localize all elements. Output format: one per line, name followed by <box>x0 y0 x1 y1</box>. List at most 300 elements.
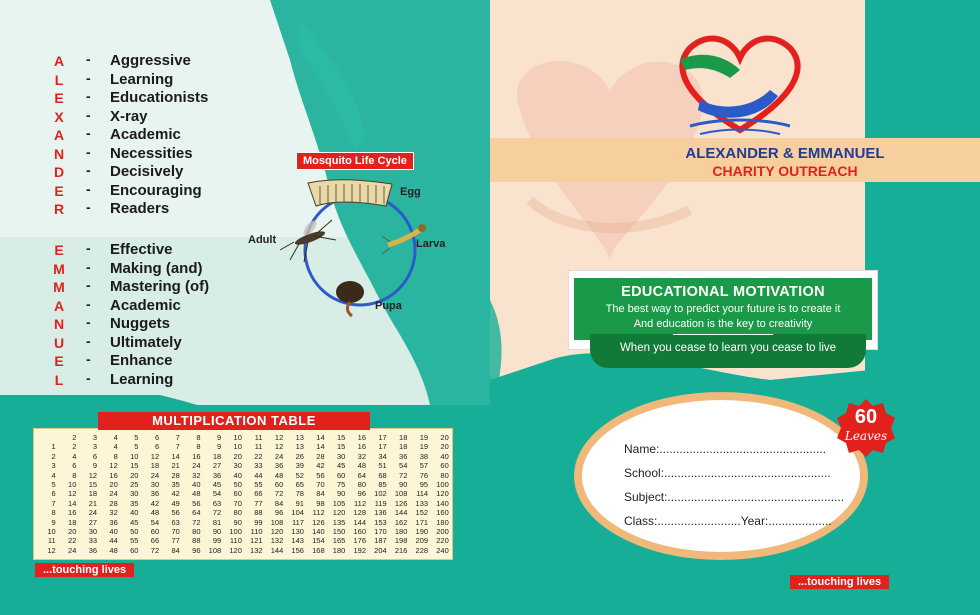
table-cell: 42 <box>316 461 325 471</box>
table-cell: 96 <box>357 489 366 499</box>
table-cell: 48 <box>150 508 160 518</box>
table-cell: 126 <box>394 498 408 508</box>
table-cell: 36 <box>88 545 98 555</box>
table-cell: 49 <box>171 498 180 508</box>
table-cell: 15 <box>130 461 139 471</box>
motivation-heading: EDUCATIONAL MOTIVATION <box>621 284 825 300</box>
table-cell: 33 <box>254 461 263 471</box>
table-header-cell: 11 <box>254 433 263 442</box>
table-cell: 20 <box>109 480 118 490</box>
table-cell: 20 <box>440 442 449 452</box>
acrostic-row <box>0 52 260 70</box>
table-cell: 16 <box>357 442 366 452</box>
table-cell: 30 <box>233 461 242 471</box>
table-cell: 14 <box>316 442 325 452</box>
acrostic-dash: - <box>86 295 91 312</box>
table-cell: 20 <box>130 470 139 480</box>
multiplication-grid <box>33 428 453 560</box>
table-cell: 112 <box>354 498 366 508</box>
table-cell: 50 <box>233 480 242 490</box>
table-cell: 77 <box>171 536 180 546</box>
table-cell: 38 <box>419 451 429 461</box>
table-cell: 55 <box>254 480 263 490</box>
acrostic-word: Ultimately <box>110 333 182 351</box>
table-cell: 45 <box>212 480 222 490</box>
leaves-badge <box>836 398 896 458</box>
table-cell: 10 <box>130 451 139 461</box>
acrostic-row <box>0 260 260 278</box>
table-cell: 24 <box>192 461 201 471</box>
acrostic-word: Nuggets <box>110 315 170 332</box>
table-cell: 18 <box>88 489 98 499</box>
table-cell: 45 <box>336 461 346 471</box>
table-cell: 52 <box>295 470 304 480</box>
table-row <box>37 461 451 470</box>
table-cell: 132 <box>270 536 284 546</box>
table-cell: 153 <box>374 517 387 527</box>
table-cell: 120 <box>270 527 284 537</box>
table-cell: 19 <box>419 442 429 452</box>
table-cell: 12 <box>88 470 98 480</box>
table-cell: 77 <box>254 498 263 508</box>
table-cell: 209 <box>415 536 429 546</box>
life-cycle-title: Mosquito Life Cycle <box>296 152 414 170</box>
acrostic-letter: E <box>54 242 64 258</box>
table-cell: 70 <box>316 480 325 490</box>
acrostic-dash: - <box>86 369 91 386</box>
class-year-field[interactable]: Class:.........................Year:................... <box>624 514 832 528</box>
table-cell: 57 <box>419 461 429 471</box>
acrostic-row <box>0 241 260 259</box>
table-cell: 6 <box>92 451 98 461</box>
table-cell: 18 <box>150 461 160 471</box>
table-header-cell: 2 <box>72 433 77 442</box>
table-cell: 50 <box>130 527 139 537</box>
acrostic-letter: M <box>53 279 65 295</box>
table-header-cell: 9 <box>217 433 222 442</box>
table-cell: 16 <box>68 508 77 518</box>
table-cell: 10 <box>68 480 77 490</box>
acrostic-word: Mastering (of) <box>110 278 210 295</box>
table-cell: 16 <box>109 470 118 480</box>
acrostic-letter: E <box>54 353 64 369</box>
table-cell: 228 <box>415 545 429 555</box>
table-row-multiplier: 1 <box>51 442 56 452</box>
table-row-multiplier: 10 <box>47 527 56 537</box>
table-row <box>37 442 451 451</box>
front-cover <box>490 0 980 615</box>
table-cell: 132 <box>250 545 263 555</box>
table-cell: 28 <box>171 470 180 480</box>
table-cell: 72 <box>399 470 408 480</box>
acrostic-letter: E <box>54 90 64 106</box>
table-cell: 33 <box>88 536 98 546</box>
table-header-cell: 4 <box>113 433 118 442</box>
table-cell: 91 <box>295 498 304 508</box>
table-cell: 160 <box>436 508 449 518</box>
table-cell: 30 <box>150 480 160 490</box>
table-row <box>37 452 451 461</box>
table-cell: 40 <box>192 480 201 490</box>
table-row <box>37 546 451 555</box>
table-cell: 12 <box>150 451 160 461</box>
logo-green-hand-icon <box>680 55 740 78</box>
table-cell: 66 <box>254 489 263 499</box>
table-cell: 72 <box>212 508 222 518</box>
acrostic-dash: - <box>86 240 91 256</box>
table-cell: 70 <box>233 498 242 508</box>
table-row-multiplier: 9 <box>51 517 56 527</box>
acrostic-dash: - <box>86 143 91 160</box>
table-row-multiplier: 8 <box>51 508 56 518</box>
table-header-cell: 7 <box>175 433 180 442</box>
acrostic-word: Readers <box>110 200 170 217</box>
life-cycle-larva-label: Larva <box>416 238 446 250</box>
table-cell: 17 <box>378 442 387 452</box>
table-header-cell: 6 <box>154 433 160 442</box>
table-header-cell: 3 <box>92 433 98 442</box>
table-cell: 88 <box>192 536 201 546</box>
table-cell: 24 <box>68 545 77 555</box>
table-cell: 8 <box>72 470 77 480</box>
table-cell: 144 <box>353 517 366 527</box>
table-header-cell: 12 <box>274 433 284 442</box>
table-cell: 108 <box>270 517 284 527</box>
table-cell: 121 <box>250 536 263 546</box>
table-header-cell: 5 <box>134 433 139 442</box>
acrostic-row <box>0 89 260 107</box>
table-cell: 165 <box>332 536 346 546</box>
table-cell: 45 <box>130 517 139 527</box>
table-cell: 72 <box>192 517 201 527</box>
table-cell: 48 <box>357 461 366 471</box>
table-cell: 84 <box>171 545 180 555</box>
table-header-cell: 8 <box>196 433 201 442</box>
table-cell: 3 <box>92 442 98 452</box>
acrostic-word: Decisively <box>110 163 184 180</box>
table-cell: 98 <box>316 498 325 508</box>
mosquito-life-cycle-diagram <box>240 150 460 320</box>
educational-motivation-card <box>568 270 878 375</box>
acrostic-word: Necessities <box>110 144 193 162</box>
acrostic-dash: - <box>86 162 91 178</box>
acrostic-dash: - <box>86 258 91 275</box>
charity-logo <box>670 30 810 140</box>
acrostic-word: Enhance <box>110 352 173 369</box>
table-cell: 100 <box>229 527 242 537</box>
table-row <box>37 536 451 545</box>
table-cell: 68 <box>378 470 387 480</box>
organization-band <box>490 138 980 182</box>
table-cell: 120 <box>229 545 242 555</box>
table-cell: 84 <box>316 489 325 499</box>
table-cell: 60 <box>274 480 284 490</box>
acrostic-word: Encouraging <box>110 181 202 199</box>
acrostic-row <box>0 71 260 89</box>
table-cell: 60 <box>336 470 346 480</box>
table-cell: 15 <box>88 480 98 490</box>
table-cell: 154 <box>312 536 325 546</box>
acrostic-letter: R <box>53 201 65 217</box>
leaves-label: Leaves <box>844 429 888 443</box>
table-header-cell: 18 <box>399 433 408 442</box>
table-cell: 40 <box>440 451 449 461</box>
table-row <box>37 518 451 527</box>
table-cell: 81 <box>212 517 222 527</box>
pupa-icon <box>336 281 364 316</box>
table-cell: 40 <box>130 508 139 518</box>
table-cell: 20 <box>68 527 77 537</box>
acrostic-letter: N <box>53 145 65 162</box>
table-cell: 4 <box>113 442 118 452</box>
table-cell: 30 <box>130 489 139 499</box>
table-cell: 143 <box>291 536 304 546</box>
table-cell: 144 <box>394 508 408 518</box>
acrostic-dash: - <box>86 88 91 104</box>
table-cell: 21 <box>171 461 180 471</box>
table-cell: 10 <box>233 442 242 452</box>
table-cell: 48 <box>274 470 284 480</box>
acrostic-letter: D <box>53 164 65 180</box>
table-cell: 120 <box>436 489 449 499</box>
table-row-multiplier: 3 <box>51 461 56 471</box>
table-cell: 60 <box>130 545 139 555</box>
table-cell: 180 <box>332 545 346 555</box>
acrostic-letter: A <box>53 297 65 314</box>
table-cell: 216 <box>394 545 408 555</box>
table-cell: 11 <box>254 442 263 452</box>
table-cell: 4 <box>72 451 77 461</box>
table-cell: 75 <box>336 480 346 490</box>
egg-raft-icon <box>308 180 392 206</box>
table-cell: 104 <box>291 508 304 518</box>
adult-mosquito-icon <box>280 219 336 262</box>
table-header-cell: 16 <box>357 433 366 442</box>
acrostic-word: Making (and) <box>110 259 203 277</box>
table-cell: 133 <box>415 498 429 508</box>
table-cell: 9 <box>217 442 222 452</box>
table-cell: 108 <box>394 489 408 499</box>
table-cell: 24 <box>109 489 118 499</box>
acrostic-dash: - <box>86 125 91 141</box>
table-header-cell: 15 <box>336 433 346 442</box>
table-row <box>37 499 451 508</box>
table-cell: 18 <box>68 517 77 527</box>
table-cell: 90 <box>399 480 408 490</box>
table-cell: 108 <box>208 545 222 555</box>
table-cell: 22 <box>68 536 77 546</box>
table-row-multiplier: 4 <box>51 470 56 480</box>
acrostic-word: Academic <box>110 296 181 314</box>
table-cell: 35 <box>171 480 180 490</box>
table-cell: 85 <box>378 480 387 490</box>
table-cell: 18 <box>212 451 222 461</box>
acrostic-dash: - <box>86 51 91 67</box>
table-cell: 24 <box>150 470 160 480</box>
table-cell: 76 <box>419 470 429 480</box>
acrostic-letter: L <box>54 71 64 88</box>
acrostic-letter: L <box>54 371 64 388</box>
acrostic-letter: M <box>53 260 65 277</box>
table-row-multiplier: 5 <box>51 480 56 490</box>
table-cell: 36 <box>399 451 408 461</box>
table-cell: 162 <box>394 517 408 527</box>
school-field[interactable]: School:.................................................. <box>624 466 831 480</box>
table-cell: 55 <box>130 536 139 546</box>
table-cell: 27 <box>212 461 222 471</box>
table-cell: 56 <box>171 508 180 518</box>
table-cell: 54 <box>150 517 160 527</box>
table-cell: 105 <box>332 498 346 508</box>
table-cell: 6 <box>72 461 77 471</box>
table-cell: 84 <box>274 498 284 508</box>
table-cell: 80 <box>357 480 366 490</box>
table-cell: 64 <box>192 508 201 518</box>
table-cell: 200 <box>436 527 449 537</box>
acrostic-letter: A <box>53 53 65 69</box>
table-cell: 128 <box>353 508 366 518</box>
table-cell: 60 <box>150 527 160 537</box>
subject-field[interactable]: Subject:..................................................... <box>624 490 845 504</box>
life-cycle-pupa-label: Pupa <box>375 300 402 312</box>
table-cell: 80 <box>440 470 449 480</box>
motivation-line-1: The best way to predict your future is to create it <box>605 303 841 315</box>
life-cycle-adult-label: Adult <box>248 234 277 246</box>
table-cell: 187 <box>374 536 387 546</box>
table-cell: 44 <box>109 536 118 546</box>
acrostic-row <box>0 126 260 144</box>
table-cell: 21 <box>88 498 98 508</box>
table-cell: 42 <box>171 489 180 499</box>
acrostic-row <box>0 200 260 218</box>
table-cell: 44 <box>254 470 263 480</box>
table-cell: 26 <box>295 451 304 461</box>
table-cell: 12 <box>109 461 118 471</box>
table-cell: 28 <box>316 451 325 461</box>
table-cell: 48 <box>109 545 118 555</box>
table-header-cell: 10 <box>233 433 242 442</box>
table-cell: 78 <box>295 489 304 499</box>
table-cell: 152 <box>415 508 429 518</box>
table-cell: 100 <box>436 480 449 490</box>
front-tagline: ...touching lives <box>790 575 889 589</box>
table-cell: 88 <box>254 508 263 518</box>
table-cell: 54 <box>212 489 222 499</box>
organization-name: ALEXANDER & EMMANUEL <box>685 145 885 162</box>
table-cell: 18 <box>399 442 408 452</box>
table-cell: 34 <box>378 451 387 461</box>
table-cell: 170 <box>374 527 387 537</box>
table-cell: 5 <box>134 442 139 452</box>
acrostic-dash: - <box>86 180 91 197</box>
acrostic-row <box>0 163 260 181</box>
table-header-cell: 17 <box>378 433 387 442</box>
acrostic-row <box>0 182 260 200</box>
table-cell: 16 <box>192 451 201 461</box>
acrostic-row <box>0 352 260 370</box>
table-cell: 102 <box>374 489 387 499</box>
life-cycle-egg-label: Egg <box>400 186 421 198</box>
table-cell: 40 <box>233 470 242 480</box>
table-cell: 30 <box>88 527 98 537</box>
table-cell: 72 <box>150 545 160 555</box>
table-cell: 24 <box>88 508 98 518</box>
table-cell: 70 <box>171 527 180 537</box>
multiplication-table <box>33 412 453 560</box>
table-cell: 66 <box>150 536 160 546</box>
table-cell: 12 <box>274 442 284 452</box>
acrostic-dash: - <box>86 332 91 349</box>
acrostic-row <box>0 315 260 333</box>
table-cell: 204 <box>374 545 387 555</box>
name-field[interactable]: Name:.................................................. <box>624 442 827 456</box>
table-row-multiplier: 12 <box>47 545 56 555</box>
table-cell: 90 <box>336 489 346 499</box>
table-row-multiplier: 7 <box>51 498 56 508</box>
table-cell: 25 <box>130 480 139 490</box>
acrostic-row <box>0 145 260 163</box>
table-cell: 240 <box>436 545 449 555</box>
table-cell: 20 <box>233 451 242 461</box>
acrostic-dash: - <box>86 199 91 215</box>
table-cell: 112 <box>312 508 325 518</box>
table-cell: 56 <box>192 498 201 508</box>
table-cell: 176 <box>353 536 366 546</box>
table-cell: 6 <box>154 442 160 452</box>
table-cell: 28 <box>109 498 118 508</box>
acrostic-word: X-ray <box>110 107 148 125</box>
acrostic-row <box>0 278 260 296</box>
table-cell: 22 <box>254 451 263 461</box>
table-cell: 136 <box>374 508 387 518</box>
leaves-count: 60 <box>854 406 878 428</box>
table-cell: 90 <box>212 527 222 537</box>
table-cell: 180 <box>436 517 449 527</box>
back-tagline: ...touching lives <box>35 563 134 577</box>
table-cell: 7 <box>175 442 180 452</box>
table-cell: 35 <box>130 498 139 508</box>
table-header-cell: 20 <box>440 433 449 442</box>
table-cell: 198 <box>394 536 408 546</box>
table-cell: 24 <box>274 451 284 461</box>
multiplication-title: MULTIPLICATION TABLE <box>98 412 370 430</box>
table-cell: 32 <box>109 508 118 518</box>
table-cell: 156 <box>291 545 304 555</box>
table-cell: 96 <box>192 545 201 555</box>
student-details-form <box>574 392 868 560</box>
table-cell: 220 <box>436 536 449 546</box>
table-header-cell: 14 <box>316 433 325 442</box>
table-cell: 12 <box>68 489 77 499</box>
motivation-banner-text: When you cease to learn you cease to live <box>619 342 837 354</box>
table-row <box>37 489 451 498</box>
acrostic-word: Effective <box>110 241 173 258</box>
table-cell: 168 <box>312 545 325 555</box>
table-row <box>37 471 451 480</box>
table-cell: 150 <box>332 527 346 537</box>
table-cell: 140 <box>312 527 325 537</box>
table-row <box>37 480 451 489</box>
acrostic-word: Learning <box>110 370 174 388</box>
table-cell: 160 <box>353 527 366 537</box>
organization-subtitle: CHARITY OUTREACH <box>712 163 858 179</box>
table-cell: 8 <box>196 442 201 452</box>
acrostic-word: Learning <box>110 70 174 88</box>
table-header-row <box>37 433 451 442</box>
acrostic-letter: E <box>54 182 64 199</box>
table-cell: 192 <box>353 545 366 555</box>
table-cell: 117 <box>291 517 304 527</box>
